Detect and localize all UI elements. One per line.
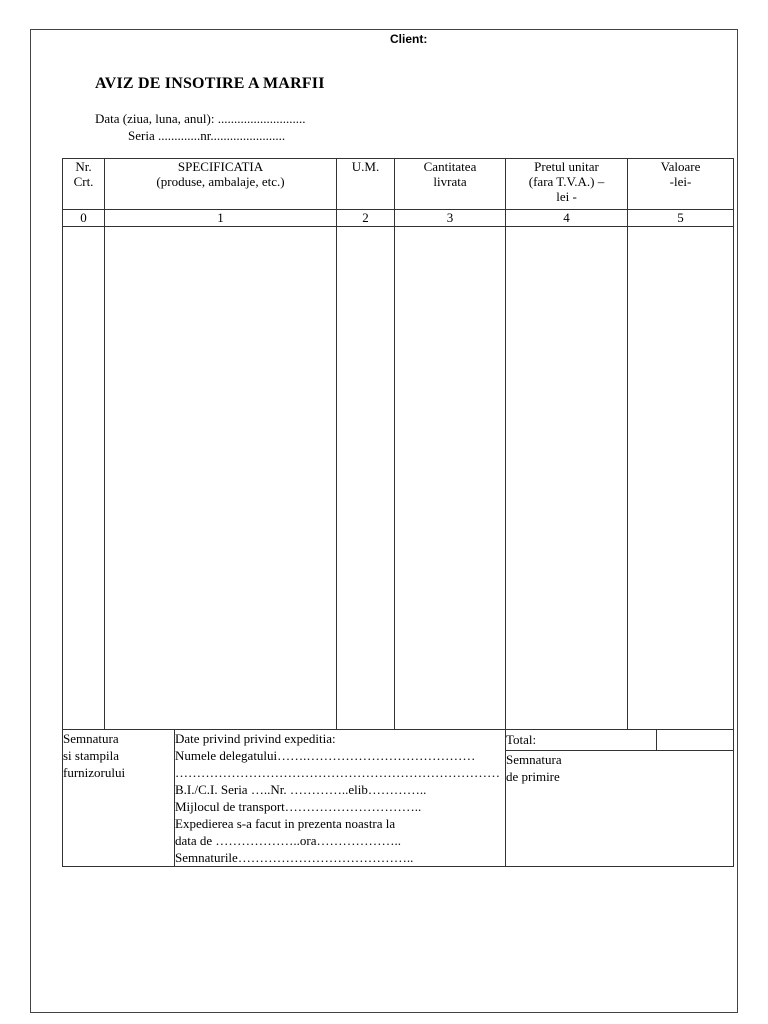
header-cantitate: Cantitatea livrata bbox=[395, 159, 506, 210]
column-number: 2 bbox=[337, 210, 395, 227]
series-number-field[interactable]: Seria .............nr....................... bbox=[128, 128, 286, 143]
reception-signature-label: de primire bbox=[506, 769, 560, 785]
footer-row bbox=[63, 730, 734, 751]
items-value-cell[interactable] bbox=[628, 227, 734, 730]
items-quantity-cell[interactable] bbox=[395, 227, 506, 730]
supplier-signature-label: Semnatura bbox=[63, 731, 119, 746]
reception-signature-label: Semnatura bbox=[506, 752, 562, 768]
supplier-signature-label: si stampila bbox=[63, 748, 119, 763]
header-pret-unitar: Pretul unitar (fara T.V.A.) – lei - bbox=[506, 159, 628, 210]
expedition-details-box[interactable] bbox=[175, 730, 506, 867]
column-number: 1 bbox=[105, 210, 337, 227]
total-value-cell[interactable] bbox=[657, 730, 734, 751]
items-um-cell[interactable] bbox=[337, 227, 395, 730]
items-nr-cell[interactable] bbox=[63, 227, 105, 730]
delegate-name-field[interactable]: Numele delegatului…….………………………………… bbox=[175, 748, 476, 763]
items-specification-cell[interactable] bbox=[105, 227, 337, 730]
column-number: 3 bbox=[395, 210, 506, 227]
header-specificatia: SPECIFICATIA (produse, ambalaje, etc.) bbox=[105, 159, 337, 210]
expedition-statement: Expedierea s-a facut in prezenta noastra la bbox=[175, 816, 396, 831]
transport-field[interactable]: Mijlocul de transport………………………….. bbox=[175, 799, 422, 814]
expedition-heading: Date privind privind expeditia: bbox=[175, 731, 336, 746]
header-valoare: Valoare -lei- bbox=[628, 159, 734, 210]
client-label: Client: bbox=[390, 32, 428, 46]
items-unit-price-cell[interactable] bbox=[506, 227, 628, 730]
date-time-field[interactable]: data de ………………..ora……………….. bbox=[175, 833, 402, 848]
signatures-field[interactable]: Semnaturile………………………………….. bbox=[175, 850, 414, 865]
delegate-name-continuation[interactable]: ………………………………………………………………… bbox=[175, 765, 500, 780]
date-field[interactable]: Data (ziua, luna, anul): ........................... bbox=[95, 111, 306, 126]
goods-table bbox=[62, 158, 734, 867]
supplier-signature-label: furnizorului bbox=[63, 765, 126, 780]
column-number-row bbox=[63, 210, 734, 227]
column-number: 0 bbox=[63, 210, 105, 227]
column-number: 5 bbox=[628, 210, 734, 227]
supplier-signature-box[interactable] bbox=[63, 730, 175, 867]
items-body-row bbox=[63, 227, 734, 730]
document-title: AVIZ DE INSOTIRE A MARFII bbox=[95, 75, 325, 92]
id-card-field[interactable]: B.I./C.I. Seria …..Nr. …………..elib………….. bbox=[175, 782, 427, 797]
header-um: U.M. bbox=[337, 159, 395, 210]
column-number: 4 bbox=[506, 210, 628, 227]
header-nr-crt: Nr. Crt. bbox=[63, 159, 105, 210]
table-header-row bbox=[63, 159, 734, 210]
total-label: Total: bbox=[506, 730, 657, 751]
reception-signature-box[interactable] bbox=[506, 751, 734, 867]
